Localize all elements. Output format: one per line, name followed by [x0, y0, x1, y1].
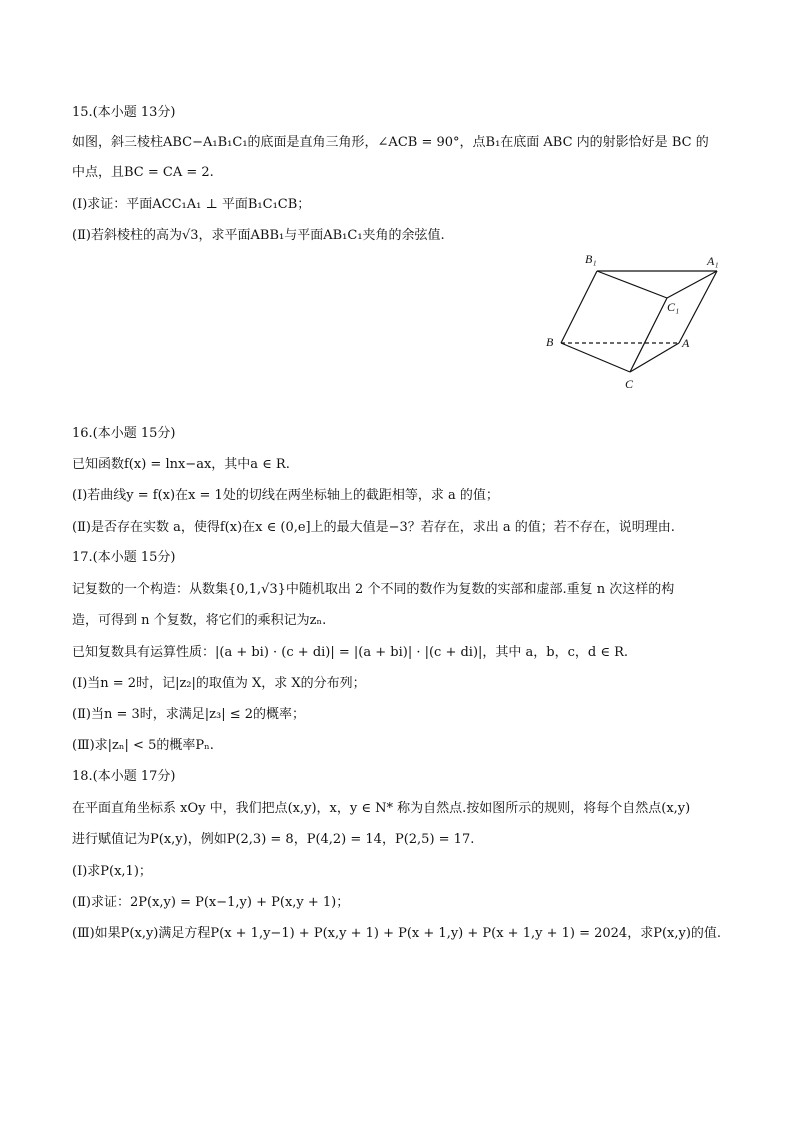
q15-part2: (Ⅱ)若斜棱柱的高为√3，求平面ABB₁与平面AB₁C₁夹角的余弦值.	[72, 228, 445, 243]
q15-stem-line1: 如图，斜三棱柱ABC−A₁B₁C₁的底面是直角三角形，∠ACB = 90°，点B₁在底面 ABC 内的射影恰好是 BC 的	[72, 135, 709, 150]
label-b: B	[546, 335, 554, 349]
edge-b-c	[561, 343, 630, 372]
q18-part2: (Ⅱ)求证：2P(x,y) = P(x−1,y) + P(x,y + 1)；	[72, 895, 350, 910]
label-a1: A₁	[707, 254, 719, 268]
q16-part1: (Ⅰ)若曲线y = f(x)在x = 1处的切线在两坐标轴上的截距相等，求 a 的值；	[72, 488, 499, 503]
edge-b1-c1	[597, 271, 667, 298]
label-b1: B₁	[585, 252, 597, 266]
edge-b1-b	[561, 271, 597, 343]
label-c1: C₁	[667, 300, 680, 314]
q16-part2: (Ⅱ)是否存在实数 a，使得f(x)在x ∈ (0,e]上的最大值是−3？若存在，求出 a 的值；若不存在，说明理由.	[72, 520, 675, 535]
q18-part3: (Ⅲ)如果P(x,y)满足方程P(x + 1,y−1) + P(x,y + 1) + P(x + 1,y) + P(x + 1,y + 1) = 2024，求P(x,y)的值.	[72, 926, 722, 941]
q17-stem-line2: 造，可得到 n 个复数，将它们的乘积记为zₙ.	[72, 613, 327, 628]
q18-stem-line2: 进行赋值记为P(x,y)，例如P(2,3) = 8，P(4,2) = 14，P(2,5) = 17.	[72, 832, 475, 847]
q16-stem: 已知函数f(x) = lnx−ax，其中a ∈ R.	[72, 457, 290, 472]
q16-heading: 16.(本小题 15分)	[72, 426, 176, 441]
q17-stem-line3: 已知复数具有运算性质：|(a + bi) · (c + di)| = |(a + bi)| · |(c + di)|，其中 a，b，c，d ∈ R.	[72, 645, 629, 660]
q18-part1: (Ⅰ)求P(x,1)；	[72, 864, 152, 879]
q17-part3: (Ⅲ)求|zₙ| < 5的概率Pₙ.	[72, 738, 214, 753]
q15-part1: (Ⅰ)求证：平面ACC₁A₁ ⊥ 平面B₁C₁CB；	[72, 197, 311, 212]
q18-heading: 18.(本小题 17分)	[72, 769, 176, 784]
label-a: A	[682, 336, 690, 350]
q17-part1: (Ⅰ)当n = 2时，记|z₂|的取值为 X，求 X的分布列；	[72, 676, 366, 691]
q17-part2: (Ⅱ)当n = 3时，求满足|z₃| ≤ 2的概率；	[72, 707, 306, 722]
label-c: C	[625, 377, 634, 391]
q17-stem-line1: 记复数的一个构造：从数集{0,1,√3}中随机取出 2 个不同的数作为复数的实部和虚部.重复 n 次这样的构	[72, 582, 675, 597]
q15-heading: 15.(本小题 13分)	[72, 105, 176, 120]
q15-stem-line2: 中点，且BC = CA = 2.	[72, 165, 214, 180]
q18-stem-line1: 在平面直角坐标系 xOy 中，我们把点(x,y)，x，y ∈ N* 称为自然点.按如图所示的规则，将每个自然点(x,y)	[72, 801, 691, 816]
q17-heading: 17.(本小题 15分)	[72, 550, 176, 565]
